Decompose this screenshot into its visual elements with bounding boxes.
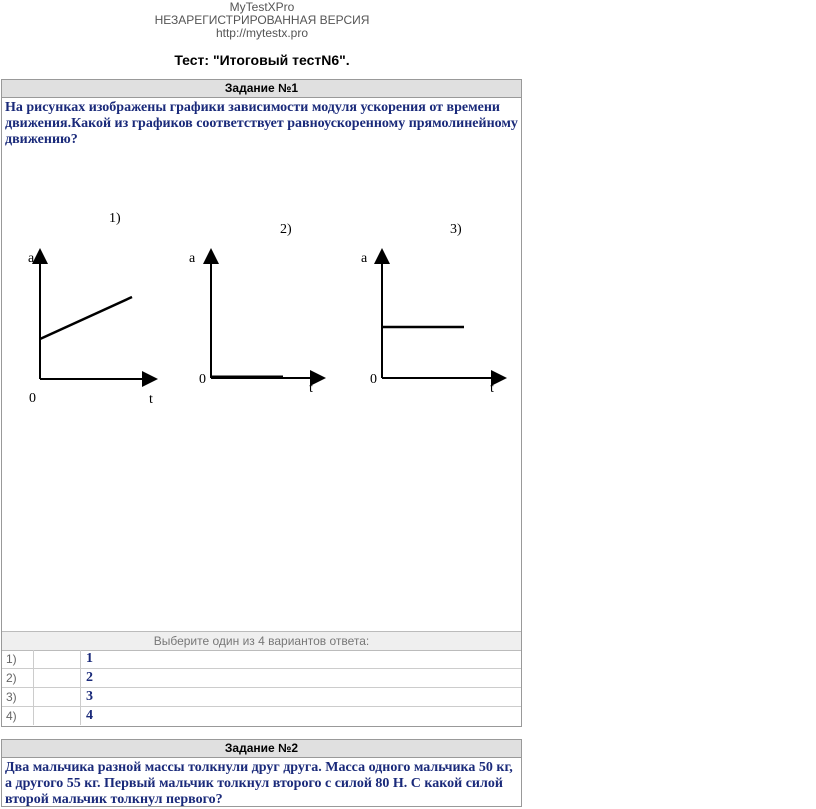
graph-2-y-label: a: [189, 251, 196, 266]
graph-1-line: [40, 297, 132, 339]
app-name: MyTestXPro: [229, 0, 295, 14]
answer-4-value: 4: [86, 708, 93, 723]
answer-1-value: 1: [86, 651, 93, 666]
answer-option-2[interactable]: [2, 669, 521, 688]
graph-2-label: 2): [280, 222, 292, 237]
task-2-block: [1, 739, 522, 807]
answer-option-4[interactable]: [2, 707, 521, 725]
task-1-heading: Задание №1: [2, 80, 521, 98]
graph-3-y-label: a: [361, 251, 368, 266]
graph-3-x-label: t: [490, 381, 494, 396]
graph-2-x-label: t: [309, 381, 313, 396]
graph-3-label: 3): [450, 222, 462, 237]
version-notice: НЕЗАРЕГИСТРИРОВАННАЯ ВЕРСИЯ: [154, 13, 370, 27]
task-2-question: Два мальчика разной массы толкнули друг друга. Масса одного мальчика 50 кг, а другого 55 кг. Первый мальчик толкнул второго с силой 80 Н. С какой силой второй мальчик толкнул первого?: [5, 760, 513, 807]
task-1-block: [1, 79, 522, 727]
answer-2-value: 2: [86, 670, 93, 685]
graph-1-y-label: a: [28, 251, 35, 266]
answer-1-number: 1): [6, 652, 17, 666]
graphs-figure: [2, 80, 521, 700]
graph-3-origin: 0: [370, 372, 377, 387]
graph-1-label: 1): [109, 211, 121, 226]
graph-1-x-label: t: [149, 392, 153, 407]
answer-option-3[interactable]: [2, 688, 521, 707]
test-title: Тест: "Итоговый тестN6".: [174, 52, 350, 68]
graph-2-origin: 0: [199, 372, 206, 387]
graph-1-origin: 0: [29, 391, 36, 406]
answer-4-number: 4): [6, 709, 17, 723]
task-2-heading: Задание №2: [2, 740, 521, 758]
answer-2-number: 2): [6, 671, 17, 685]
answer-3-value: 3: [86, 689, 93, 704]
task-1-question: На рисунках изображены графики зависимости модуля ускорения от времени движения.Какой из графиков соответствует равноускоренному прямолинейному движению?: [5, 100, 518, 147]
answer-3-number: 3): [6, 690, 17, 704]
app-url: http://mytestx.pro: [215, 26, 309, 40]
answers-prompt: Выберите один из 4 вариантов ответа:: [2, 631, 521, 651]
answer-option-1[interactable]: [2, 650, 521, 669]
